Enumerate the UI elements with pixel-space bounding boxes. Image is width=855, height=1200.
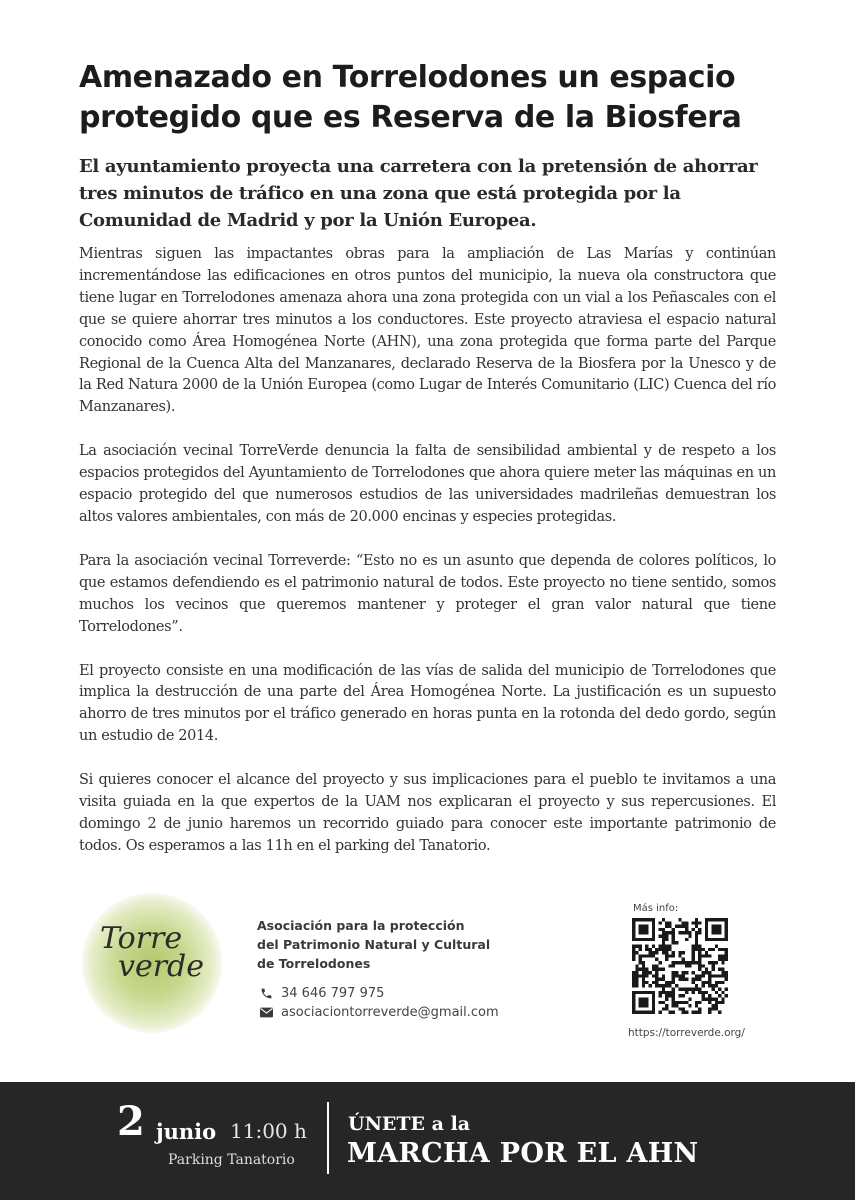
join-text: ÚNETE a la <box>348 1113 471 1135</box>
article-title: Amenazado en Torrelodones un espacio protegido que es Reserva de la Biosfera <box>79 60 742 135</box>
logo-line-1: Torre <box>100 921 183 956</box>
contact-phone[interactable] <box>257 986 384 1001</box>
envelope-icon <box>257 1007 275 1018</box>
event-place: Parking Tanatorio <box>168 1152 295 1168</box>
phone-icon <box>257 987 275 1000</box>
association-line: de Torrelodones <box>257 956 371 971</box>
article-subtitle: El ayuntamiento proyecta una carretera con la pretensión de ahorrar tres minutos de tráfico en una zona que está protegida por la Comunidad de Madrid y por la Unión Europea. <box>79 156 758 231</box>
contact-email[interactable] <box>257 1005 499 1020</box>
email-address: asociaciontorreverde@gmail.com <box>281 1005 499 1020</box>
event-day: 2 <box>117 1098 145 1145</box>
event-month: junio <box>156 1119 217 1144</box>
paragraph: Si quieres conocer el alcance del proyecto y sus implicaciones para el pueblo te invitamos a una visita guiada en la que expertos de la UAM nos explicaran el proyecto y sus repercusiones. El domingo 2 de junio haremos un recorrido guiado para conocer este importante patrimonio de todos. Os esperamos a las 11h en el parking del Tanatorio. <box>79 772 776 854</box>
logo-text <box>100 921 210 984</box>
banner-divider <box>327 1102 329 1174</box>
website-url[interactable]: https://torreverde.org/ <box>628 1027 745 1039</box>
event-time: 11:00 h <box>230 1119 307 1143</box>
association-line: Asociación para la protección <box>257 918 465 933</box>
article-body <box>79 244 776 880</box>
paragraph: Para la asociación vecinal Torreverde: “Esto no es un asunto que dependa de colores políticos, lo que estamos defendiendo es el patrimonio natural de todos. Este proyecto no tiene sentido, somos muchos los vecinos que queremos mantener y proteger el gran valor natural que tiene Torrelodones”. <box>79 552 776 635</box>
event-banner <box>0 1082 855 1200</box>
association-name <box>257 916 557 973</box>
qr-code[interactable] <box>632 918 728 1014</box>
march-title: MARCHA POR EL AHN <box>347 1138 699 1169</box>
more-info-label: Más info: <box>633 903 679 914</box>
logo-line-2: verde <box>118 949 205 984</box>
phone-number: 34 646 797 975 <box>281 986 385 1001</box>
paragraph: Mientras siguen las impactantes obras para la ampliación de Las Marías y continúan incrementándose las edificaciones en otros puntos del municipio, la nueva ola constructora que tiene lugar en Torrelodones amenaza ahora una zona protegida con un vial a los Peñascales con el que se quiere ahorrar tres minutos a los conductores. Este proyecto atraviesa el espacio natural conocido como Área Homogénea Norte (AHN), una zona protegida que forma parte del Parque Regional de la Cuenca Alta del Manzanares, declarado Reserva de la Biosfera por la Unesco y de la Red Natura 2000 de la Unión Europea (como Lugar de Interés Comunitario (LIC) Cuenca del río Manzanares). <box>79 246 776 416</box>
paragraph: El proyecto consiste en una modificación de las vías de salida del municipio de Torrelodones que implica la destrucción de una parte del Área Homogénea Norte. La justificación es un supuesto ahorro de tres minutos por el tráfico generado en horas punta en la rotonda del dedo gordo, según un estudio de 2014. <box>79 662 776 745</box>
association-line: del Patrimonio Natural y Cultural <box>257 937 491 952</box>
paragraph: La asociación vecinal TorreVerde denuncia la falta de sensibilidad ambiental y de respeto a los espacios protegidos del Ayuntamiento de Torrelodones que ahora quiere meter las máquinas en un espacio protegido del que numerosos estudios de las universidades madrileñas demuestran los altos valores ambientales, con más de 20.000 encinas y especies protegidas. <box>79 443 776 525</box>
